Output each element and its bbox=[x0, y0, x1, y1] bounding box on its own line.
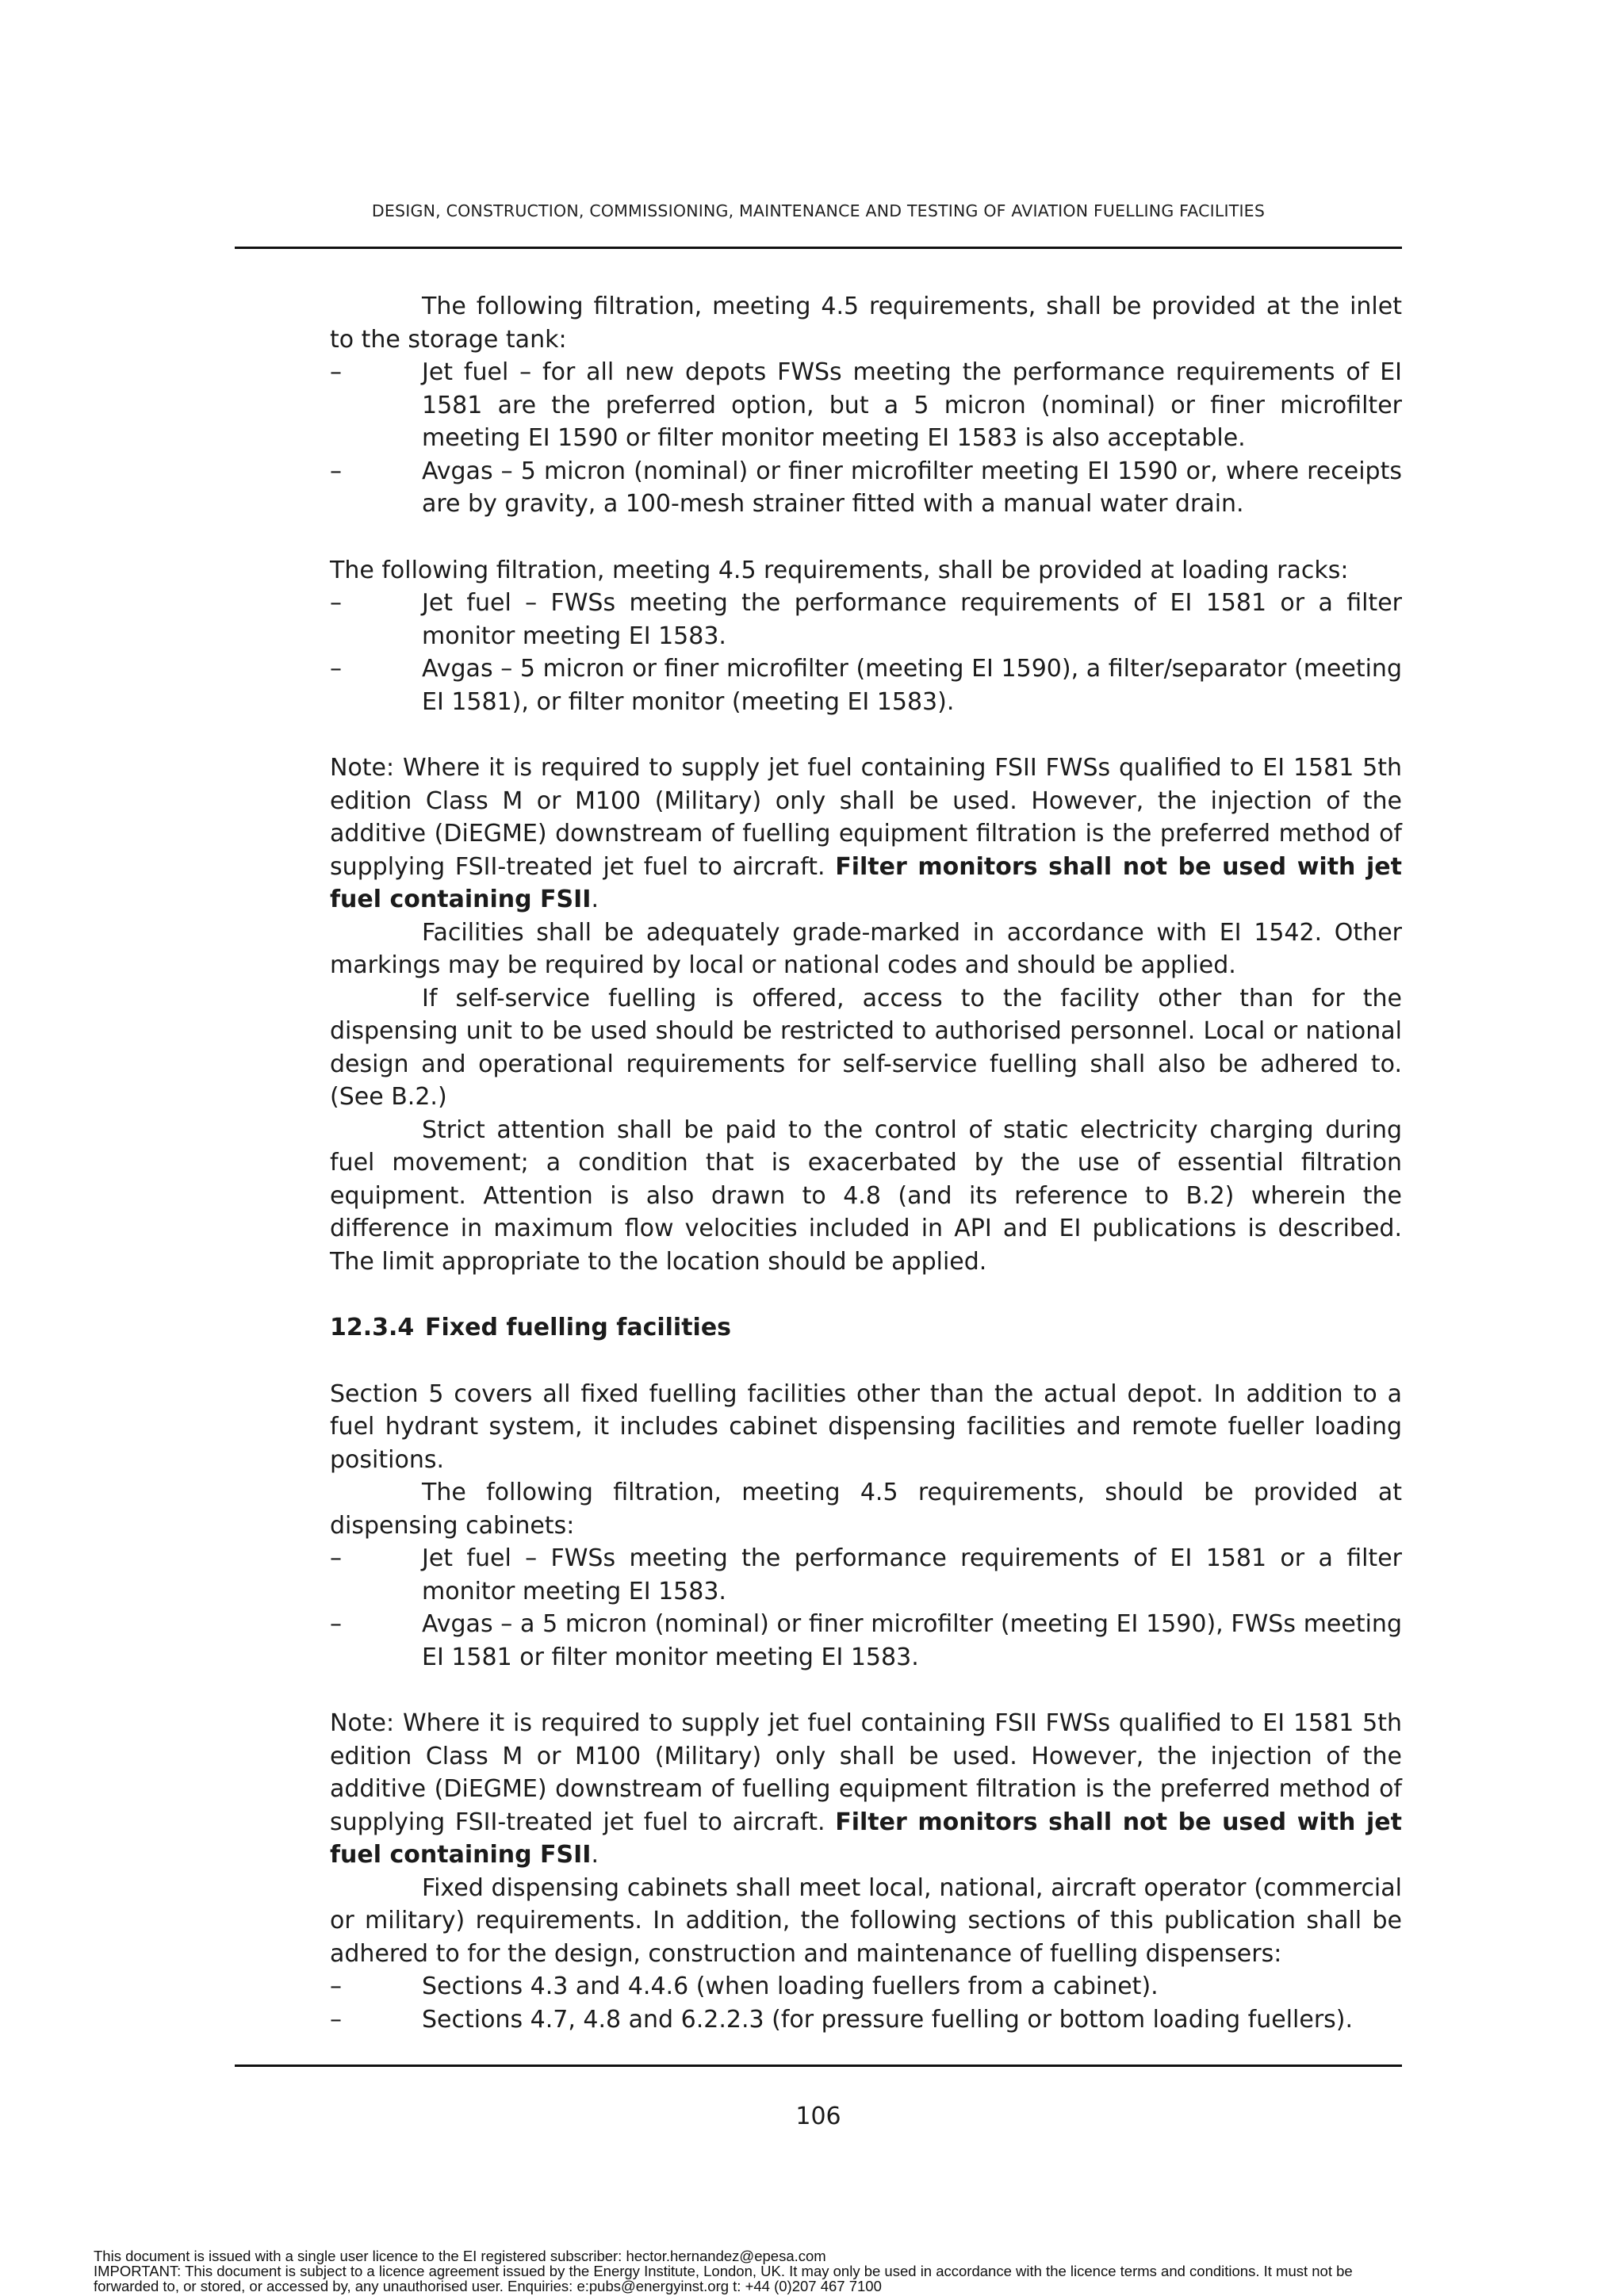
section-heading bbox=[330, 1311, 1402, 1345]
sections-list bbox=[330, 1970, 1402, 2036]
dash-bullet: – bbox=[330, 457, 342, 485]
footer-rule bbox=[235, 2064, 1402, 2067]
dash-bullet: – bbox=[330, 1610, 342, 1638]
list-item: – Avgas – a 5 micron (nominal) or finer microfilter (meeting EI 1590), FWSs meeting EI 1581 or filter monitor meeting EI 1583. bbox=[330, 1608, 1402, 1674]
list-item: – Avgas – 5 micron (nominal) or finer microfilter meeting EI 1590 or, where receipts are by gravity, a 100-mesh strainer fitted with a manual water drain. bbox=[330, 455, 1402, 521]
section-title: Fixed fuelling facilities bbox=[425, 1314, 732, 1341]
list-item: – Sections 4.3 and 4.4.6 (when loading fuellers from a cabinet). bbox=[330, 1970, 1402, 2003]
dash-bullet: – bbox=[330, 1973, 342, 2000]
paragraph-inlet-filtration: The following filtration, meeting 4.5 requirements, shall be provided at the inlet to the storage tank: bbox=[330, 293, 1402, 354]
licence-footer bbox=[94, 2248, 1537, 2294]
header-title: DESIGN, CONSTRUCTION, COMMISSIONING, MAINTENANCE AND TESTING OF AVIATION FUELLING FACILITIES bbox=[371, 201, 1266, 220]
dash-bullet: – bbox=[330, 2005, 342, 2034]
paragraph-self-service: If self-service fuelling is offered, access to the facility other than for the dispensing unit to be used should be restricted to authorised personnel. Local or national design and operational requirements for self-service fuelling shall also be adhered to. (See B.2.) bbox=[330, 984, 1402, 1111]
header-rule bbox=[235, 247, 1402, 249]
dash-bullet: – bbox=[330, 358, 342, 386]
note-fsii-bold: Filter monitors shall not be used with jet fuel containing FSII bbox=[330, 852, 1402, 913]
licence-line: forwarded to, or stored, or accessed by, any unauthorised user. Enquiries: e:pubs@energyinst.org t: +44 (0)207 467 7100 bbox=[94, 2278, 882, 2294]
list-item: – Jet fuel – FWSs meeting the performance requirements of EI 1581 or a filter monitor meeting EI 1583. bbox=[330, 587, 1402, 652]
section-number: 12.3.4 bbox=[330, 1314, 415, 1341]
paragraph-fixed-facilities: Section 5 covers all fixed fuelling facilities other than the actual depot. In addition to a fuel hydrant system, it includes cabinet dispensing facilities and remote fueller loading positions. bbox=[330, 1380, 1402, 1474]
list-item: – Jet fuel – for all new depots FWSs meeting the performance requirements of EI 1581 are the preferred option, but a 5 micron (nominal) or finer microfilter meeting EI 1590 or filter monitor meeting EI 1583 is also acceptable. bbox=[330, 356, 1402, 455]
paragraph-static-electricity: Strict attention shall be paid to the control of static electricity charging during fuel movement; a condition that is exacerbated by the use of essential filtration equipment. Attention is also drawn to 4.8 (and its reference to B.2) wherein the difference in maximum flow velocities included in API and EI publications is described. The limit appropriate to the location should be applied. bbox=[330, 1115, 1402, 1276]
loading-racks-list bbox=[330, 587, 1402, 718]
inlet-filtration-list bbox=[330, 356, 1402, 521]
note-fsii: Note: Where it is required to supply jet fuel containing FSII FWSs qualified to EI 1581 5th edition Class M or M100 (Military) only shall be used. However, the injection of the additive (DiEGME) downstream of fuelling equipment filtration is the preferred method of supplying FSII-treated jet fuel to aircraft. Filter monitors shall not be used with jet fuel containing FSII. bbox=[330, 754, 1402, 913]
page-number: 106 bbox=[795, 2103, 841, 2130]
paragraph-dispensing-cabinets: The following filtration, meeting 4.5 requirements, should be provided at dispensing cabinets: bbox=[330, 1479, 1402, 1540]
licence-line: IMPORTANT: This document is subject to a licence agreement issued by the Energy Institute, London, UK. It may only be used in accordance with the licence terms and conditions. It must not be bbox=[94, 2263, 1353, 2279]
dash-bullet: – bbox=[330, 655, 342, 683]
note-fsii-2-bold: Filter monitors shall not be used with jet fuel containing FSII bbox=[330, 1808, 1402, 1869]
paragraph-fixed-cabinets: Fixed dispensing cabinets shall meet local, national, aircraft operator (commercial or military) requirements. In addition, the following sections of this publication shall be adhered to for the design, construction and maintenance of fuelling dispensers: bbox=[330, 1873, 1402, 1968]
dispensing-cabinets-list bbox=[330, 1542, 1402, 1674]
paragraph-loading-racks: The following filtration, meeting 4.5 requirements, shall be provided at loading racks: bbox=[330, 556, 1349, 584]
paragraph-grade-marking: Facilities shall be adequately grade-marked in accordance with EI 1542. Other markings may be required by local or national codes and should be applied. bbox=[330, 918, 1402, 979]
licence-line: This document is issued with a single user licence to the EI registered subscriber: hector.hernandez@epesa.com bbox=[94, 2248, 826, 2264]
page-body bbox=[330, 290, 1402, 2036]
dash-bullet: – bbox=[330, 1544, 342, 1572]
note-fsii-2: Note: Where it is required to supply jet fuel containing FSII FWSs qualified to EI 1581 5th edition Class M or M100 (Military) only shall be used. However, the injection of the additive (DiEGME) downstream of fuelling equipment filtration is the preferred method of supplying FSII-treated jet fuel to aircraft. Filter monitors shall not be used with jet fuel containing FSII. bbox=[330, 1709, 1402, 1869]
dash-bullet: – bbox=[330, 589, 342, 617]
list-item: – Avgas – 5 micron or finer microfilter (meeting EI 1590), a filter/separator (meeting EI 1581), or filter monitor (meeting EI 1583). bbox=[330, 652, 1402, 718]
list-item: – Sections 4.7, 4.8 and 6.2.2.3 (for pressure fuelling or bottom loading fuellers). bbox=[330, 2003, 1402, 2037]
list-item: – Jet fuel – FWSs meeting the performance requirements of EI 1581 or a filter monitor meeting EI 1583. bbox=[330, 1542, 1402, 1608]
